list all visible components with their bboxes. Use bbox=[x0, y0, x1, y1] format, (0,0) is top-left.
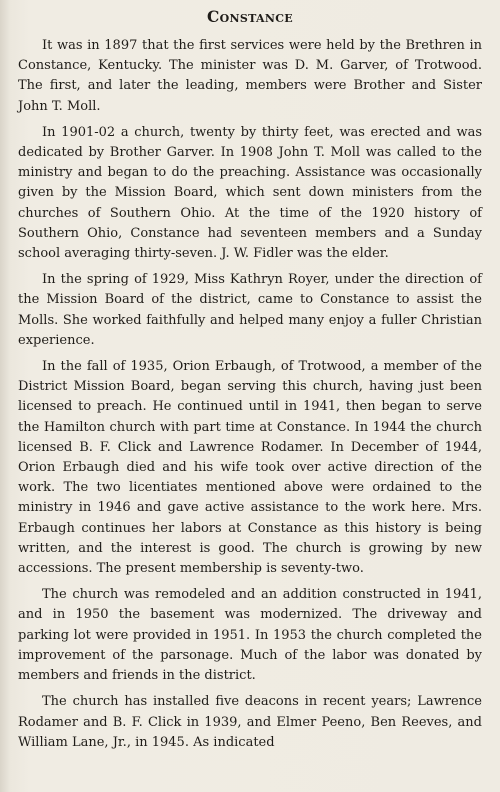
paragraph-1: It was in 1897 that the first services were held by the Brethren in Constance, Kentucky. The minister was D. M. Garver, of Trotwood. The first, and later the leading, members were Brother and Sister John T. Moll. bbox=[18, 38, 482, 114]
paragraph-6: The church has installed five deacons in recent years; Lawrence Rodamer and B. F. Click in 1939, and Elmer Peeno, Ben Reeves, and William Lane, Jr., in 1945. As indicated bbox=[18, 694, 482, 750]
paragraph-4: In the fall of 1935, Orion Erbaugh, of Trotwood, a member of the District Mission Board, began serving this church, having just been licensed to preach. He continued until in 1941, then began to serve the Hamilton church with part time at Constance. In 1944 the church licensed B. F. Click and Lawrence Rodamer. In December of 1944, Orion Erbaugh died and his wife took over active direction of the work. The two licentiates mentioned above were ordained to the ministry in 1946 and gave active assistance to the work here. Mrs. Erbaugh continues her labors at Constance as this history is being written, and the interest is good. The church is growing by new accessions. The present membership is seventy-two. bbox=[18, 359, 482, 577]
paragraph-2: In 1901-02 a church, twenty by thirty feet, was erected and was dedicated by Brother Garver. In 1908 John T. Moll was called to the ministry and began to do the preaching. Assistance was occasionally given by the Mission Board, which sent down ministers from the churches of Southern Ohio. At the time of the 1920 history of Southern Ohio, Constance had seventeen members and a Sunday school averaging thirty-seven. J. W. Fidler was the elder. bbox=[18, 124, 482, 262]
paragraph-5: The church was remodeled and an addition constructed in 1941, and in 1950 the basement was modernized. The driveway and parking lot were provided in 1951. In 1953 the church completed the improvement of the parsonage. Much of the labor was donated by members and friends in the district. bbox=[18, 587, 482, 684]
paragraph-3: In the spring of 1929, Miss Kathryn Royer, under the direction of the Mission Board of the district, came to Constance to assist the Molls. She worked faithfully and helped many enjoy a fuller Christian experience. bbox=[18, 272, 482, 348]
section-heading: Constance bbox=[207, 7, 293, 26]
